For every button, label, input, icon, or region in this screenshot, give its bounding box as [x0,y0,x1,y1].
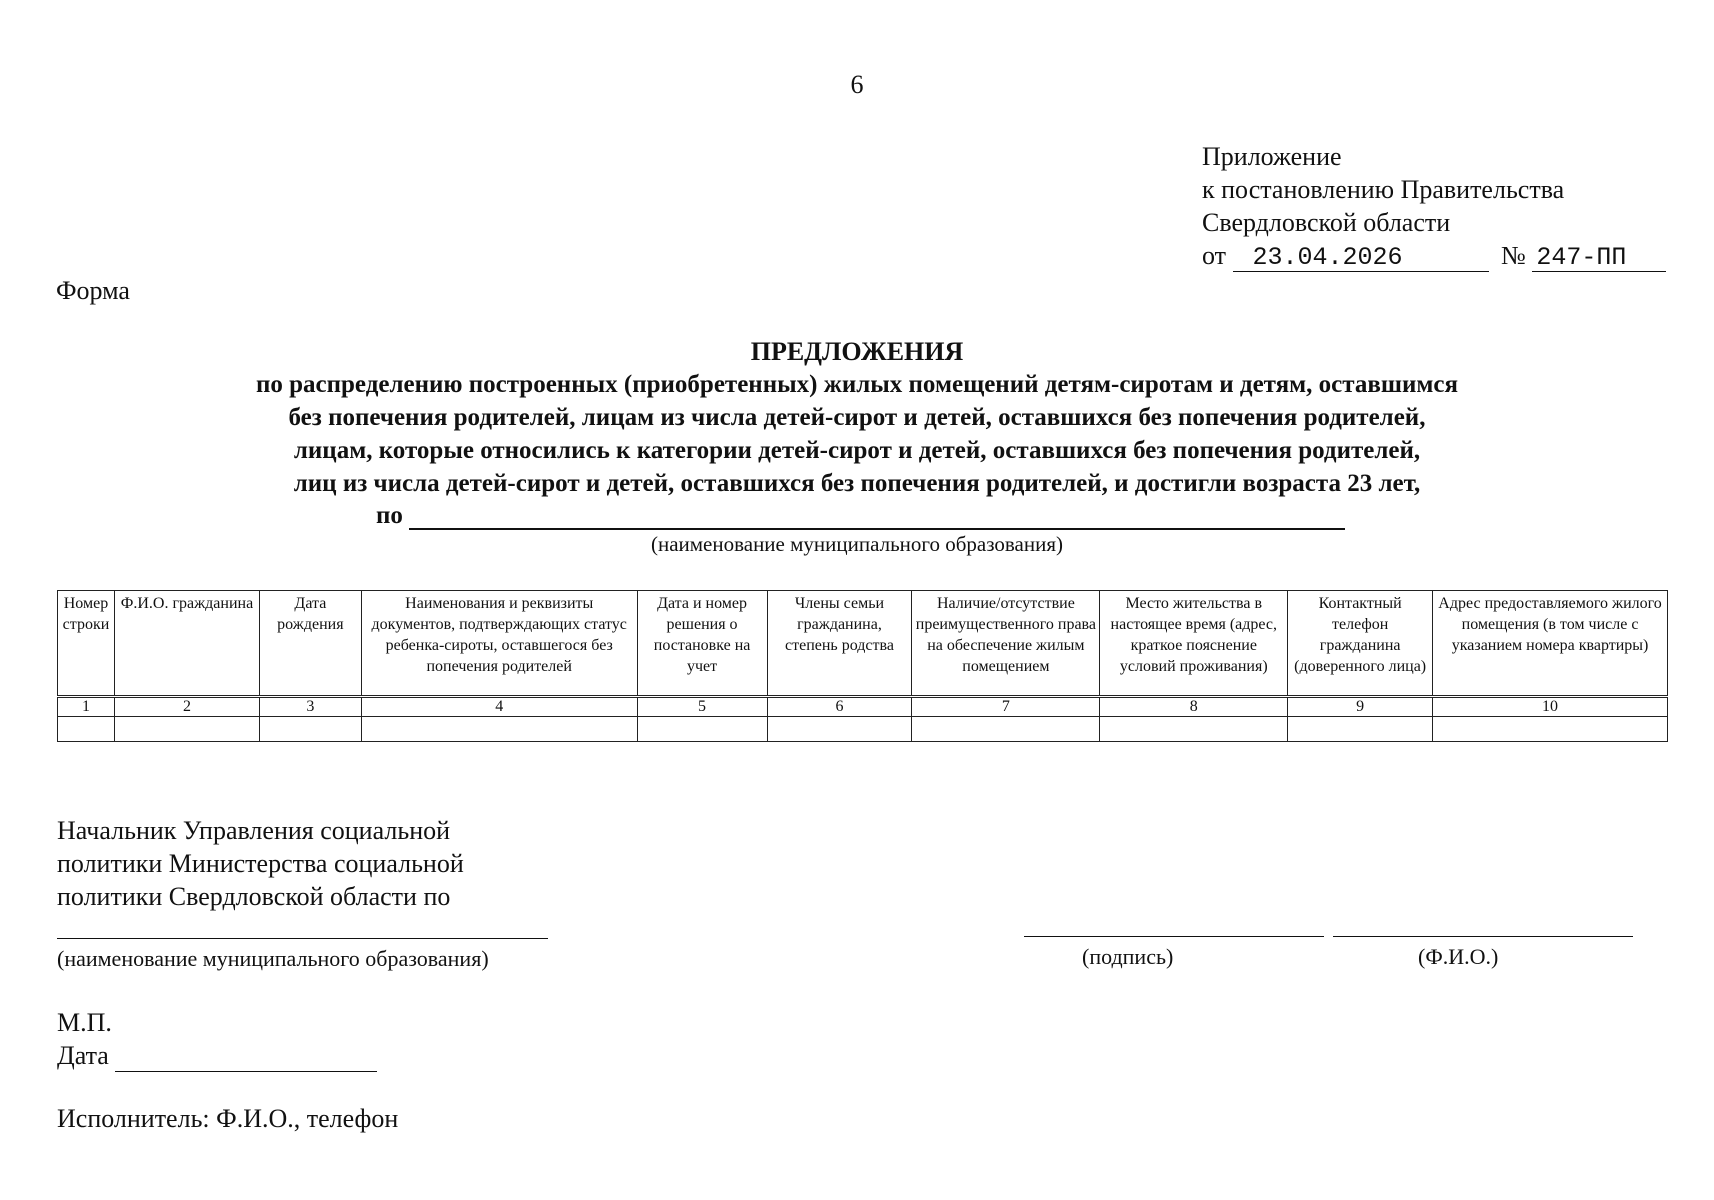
appendix-line1: Приложение [1202,142,1342,171]
municipality-signature-blank[interactable] [57,938,548,939]
date-blank[interactable] [115,1047,377,1072]
resolution-number: 247-ПП [1532,245,1666,272]
number-prefix: № [1501,241,1526,270]
header-residence: Место жительства в настоящее время (адрес, краткое пояснение условий проживания) [1100,591,1288,697]
name-caption: (Ф.И.О.) [1418,944,1499,969]
title-line2: без попечения родителей, лицам из числа детей-сирот и детей, оставшихся без попечения родителей, [288,404,1426,431]
table-cell[interactable] [637,717,767,742]
header-housing-address: Адрес предоставляемого жилого помещения (в том числе с указанием номера квартиры) [1433,591,1668,697]
header-family-members: Члены семьи гражданина, степень родства [767,591,912,697]
column-number: 5 [637,697,767,717]
table-cell[interactable] [1100,717,1288,742]
column-number: 4 [361,697,637,717]
signatory-line1: Начальник Управления социальной [57,816,451,845]
stamp-label: М.П. [57,1008,112,1037]
date-line [57,1039,377,1072]
appendix-block [1202,140,1666,272]
executor-line: Исполнитель: Ф.И.О., телефон [57,1104,399,1133]
column-number: 8 [1100,697,1288,717]
header-birth-date: Дата рождения [259,591,361,697]
title-main: ПРЕДЛОЖЕНИЯ [750,337,964,366]
table-cell[interactable] [259,717,361,742]
date-prefix: от [1202,241,1227,270]
column-number: 3 [259,697,361,717]
table-cell[interactable] [767,717,912,742]
name-blank[interactable] [1333,936,1633,937]
document-title [0,336,1714,500]
table-cell[interactable] [361,717,637,742]
table-cell[interactable] [114,717,259,742]
title-line3: лицам, которые относились к категории детей-сирот и детей, оставшихся без попечения родителей, [293,437,1421,464]
municipality-signature-caption: (наименование муниципального образования) [57,946,489,971]
table-cell[interactable] [1433,717,1668,742]
header-registration-decision: Дата и номер решения о постановке на учет [637,591,767,697]
table-cell[interactable] [1288,717,1433,742]
header-row-number: Номер строки [58,591,115,697]
header-full-name: Ф.И.О. гражданина [114,591,259,697]
column-number: 10 [1433,697,1668,717]
resolution-date: 23.04.2026 [1233,245,1489,272]
title-line1: по распределению построенных (приобретенных) жилых помещений детям-сиротам и детям, оставшимся [255,371,1459,398]
table-cell[interactable] [912,717,1100,742]
signatory-line2: политики Министерства социальной [57,849,464,878]
municipality-line [376,502,1345,530]
form-label: Форма [56,276,130,305]
signatory-line3: политики Свердловской области по [57,882,451,911]
column-number: 7 [912,697,1100,717]
signature-blank[interactable] [1024,936,1324,937]
appendix-line3: Свердловской области [1202,208,1451,237]
table-number-row [58,697,1668,717]
column-number: 6 [767,697,912,717]
header-priority-right: Наличие/отсутствие преимущественного права на обеспечение жилым помещением [912,591,1100,697]
column-number: 1 [58,697,115,717]
po-label: по [376,502,403,529]
municipality-blank[interactable] [409,504,1345,530]
appendix-line2: к постановлению Правительства [1202,175,1565,204]
table-cell[interactable] [58,717,115,742]
title-line4: лиц из числа детей-сирот и детей, оставшихся без попечения родителей, и достигли возраста 23 лет, [293,470,1421,497]
proposals-table [57,590,1668,742]
page-number: 6 [850,70,864,99]
stamp-and-date-block [57,1006,377,1072]
table-row [58,717,1668,742]
date-label: Дата [57,1041,109,1070]
appendix-date-line [1202,239,1666,272]
table-header-row [58,591,1668,697]
municipality-caption: (наименование муниципального образования) [650,532,1064,556]
signatory-position [57,814,464,913]
column-number: 9 [1288,697,1433,717]
column-number: 2 [114,697,259,717]
header-contact-phone: Контактный телефон гражданина (доверенного лица) [1288,591,1433,697]
signature-caption: (подпись) [1082,944,1174,969]
header-status-documents: Наименования и реквизиты документов, подтверждающих статус ребенка-сироты, оставшегося без попечения родителей [361,591,637,697]
